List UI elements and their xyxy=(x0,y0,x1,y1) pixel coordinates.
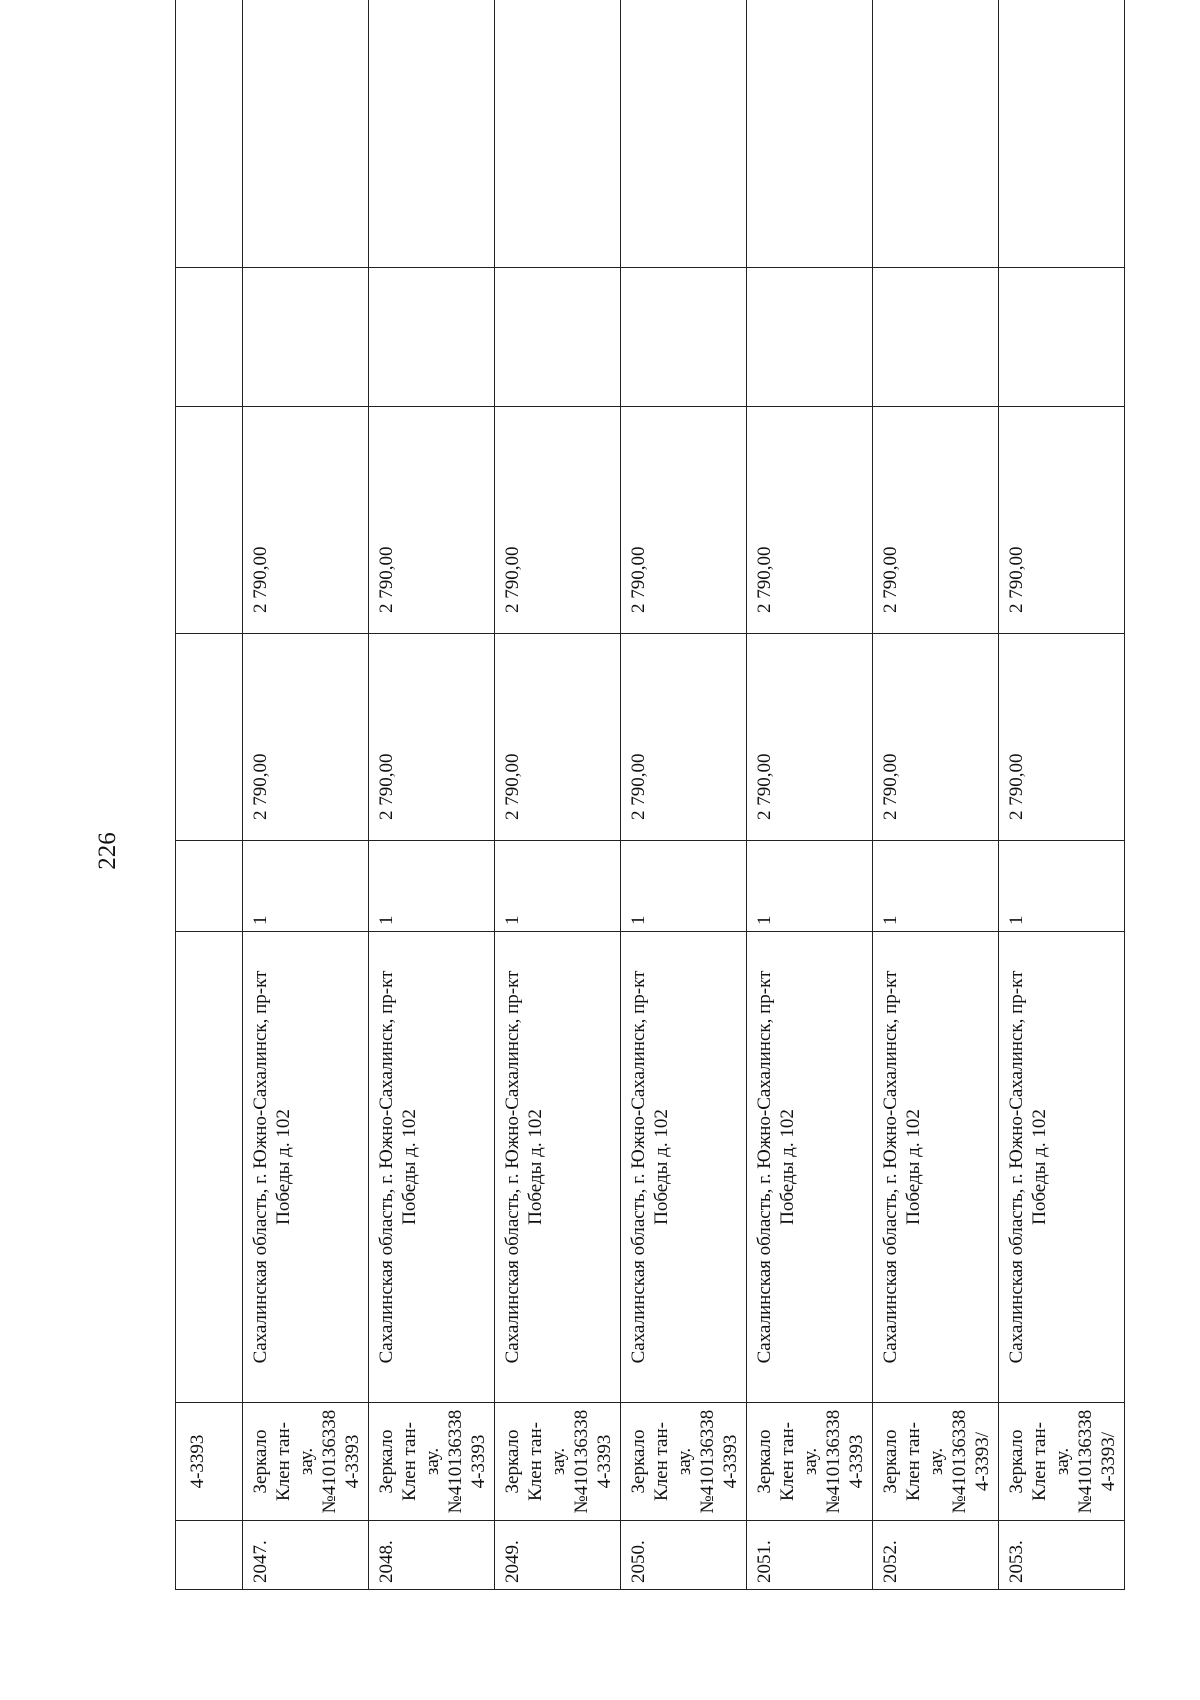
cell-qty: 1 xyxy=(999,841,1125,932)
cell-address: Сахалинская область, г. Южно-Сахалинск, пр-кт Победы д. 102 xyxy=(495,932,621,1403)
cell-qty: 1 xyxy=(243,841,369,932)
cell-sum: 2 790,00 xyxy=(495,407,621,634)
cell-qty: 1 xyxy=(495,841,621,932)
cell-num xyxy=(176,1521,243,1590)
table-row xyxy=(621,0,747,1590)
cell-name: Зеркало Клен тан-зау.№410136338 4-3393 xyxy=(495,1403,621,1521)
cell-sum: 2 790,00 xyxy=(369,407,495,634)
cell-price: 2 790,00 xyxy=(999,634,1125,841)
cell-price: 2 790,00 xyxy=(369,634,495,841)
cell-price: 2 790,00 xyxy=(873,634,999,841)
cell-empty xyxy=(999,268,1125,407)
cell-empty xyxy=(873,0,999,268)
cell-sum: 2 790,00 xyxy=(621,407,747,634)
cell-empty xyxy=(243,268,369,407)
cell-qty: 1 xyxy=(873,841,999,932)
cell-name: Зеркало Клен тан-зау.№410136338 4-3393/ xyxy=(873,1403,999,1521)
cell-num: 2047. xyxy=(243,1521,369,1590)
cell-name: Зеркало Клен тан-зау.№410136338 4-3393 xyxy=(621,1403,747,1521)
rotated-table-container xyxy=(175,45,1119,1590)
cell-empty xyxy=(621,268,747,407)
cell-price: 2 790,00 xyxy=(495,634,621,841)
page-number: 226 xyxy=(94,832,121,870)
cell-empty xyxy=(873,268,999,407)
cell-num: 2050. xyxy=(621,1521,747,1590)
cell-address: Сахалинская область, г. Южно-Сахалинск, пр-кт Победы д. 102 xyxy=(243,932,369,1403)
table-row-continued xyxy=(176,0,243,1590)
cell-num: 2049. xyxy=(495,1521,621,1590)
cell-qty: 1 xyxy=(369,841,495,932)
cell-sum: 2 790,00 xyxy=(999,407,1125,634)
cell-name: Зеркало Клен тан-зау.№410136338 4-3393 xyxy=(243,1403,369,1521)
cell-name: Зеркало Клен тан-зау.№410136338 4-3393/ xyxy=(999,1403,1125,1521)
table-row xyxy=(999,0,1125,1590)
cell-empty xyxy=(243,0,369,268)
cell-empty xyxy=(369,268,495,407)
cell-empty xyxy=(747,0,873,268)
cell-empty xyxy=(999,0,1125,268)
cell-num: 2053. xyxy=(999,1521,1125,1590)
inventory-table xyxy=(175,0,1125,1590)
cell-empty xyxy=(369,0,495,268)
cell-name: Зеркало Клен тан-зау.№410136338 4-3393 xyxy=(747,1403,873,1521)
cell-price: 2 790,00 xyxy=(243,634,369,841)
cell-sum: 2 790,00 xyxy=(747,407,873,634)
table-row xyxy=(243,0,369,1590)
cell-sum xyxy=(176,407,243,634)
cell-sum: 2 790,00 xyxy=(243,407,369,634)
cell-price: 2 790,00 xyxy=(747,634,873,841)
cell-num: 2048. xyxy=(369,1521,495,1590)
cell-address: Сахалинская область, г. Южно-Сахалинск, пр-кт Победы д. 102 xyxy=(873,932,999,1403)
cell-qty: 1 xyxy=(621,841,747,932)
cell-price xyxy=(176,634,243,841)
cell-num: 2052. xyxy=(873,1521,999,1590)
cell-name: Зеркало Клен тан-зау.№410136338 4-3393 xyxy=(369,1403,495,1521)
cell-address: Сахалинская область, г. Южно-Сахалинск, пр-кт Победы д. 102 xyxy=(369,932,495,1403)
table-row xyxy=(873,0,999,1590)
cell-empty xyxy=(495,0,621,268)
cell-qty xyxy=(176,841,243,932)
cell-num: 2051. xyxy=(747,1521,873,1590)
cell-name: 4-3393 xyxy=(176,1403,243,1521)
cell-empty xyxy=(176,268,243,407)
cell-address: Сахалинская область, г. Южно-Сахалинск, пр-кт Победы д. 102 xyxy=(999,932,1125,1403)
cell-address: Сахалинская область, г. Южно-Сахалинск, пр-кт Победы д. 102 xyxy=(747,932,873,1403)
table-row xyxy=(495,0,621,1590)
cell-qty: 1 xyxy=(747,841,873,932)
cell-sum: 2 790,00 xyxy=(873,407,999,634)
cell-address: Сахалинская область, г. Южно-Сахалинск, пр-кт Победы д. 102 xyxy=(621,932,747,1403)
cell-price: 2 790,00 xyxy=(621,634,747,841)
table-row xyxy=(747,0,873,1590)
cell-empty xyxy=(176,0,243,268)
cell-address xyxy=(176,932,243,1403)
cell-empty xyxy=(495,268,621,407)
cell-empty xyxy=(621,0,747,268)
table-row xyxy=(369,0,495,1590)
cell-empty xyxy=(747,268,873,407)
